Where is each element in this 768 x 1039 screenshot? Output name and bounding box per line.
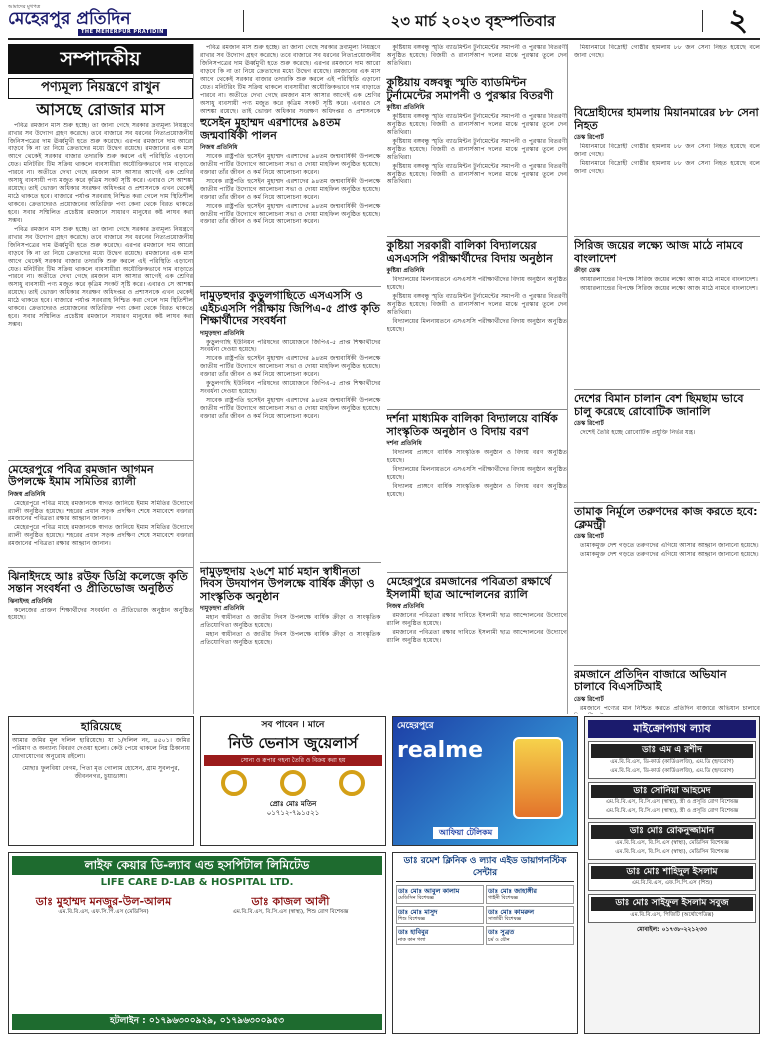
divider bbox=[8, 567, 193, 568]
jewellers-ad[interactable] bbox=[200, 716, 386, 846]
ramadan-rally-body bbox=[387, 612, 568, 645]
imam-rally-body bbox=[8, 500, 193, 564]
badminton-body bbox=[387, 113, 568, 233]
doctor-detail: সার্জারী বিশেষজ্ঞ bbox=[488, 916, 522, 923]
badminton-paragraph: কুষ্টিয়ায় বঙ্গবন্ধু স্মৃতি ব্যাডমিন্টন টুর্নামেন্টের সমাপনী ও পুরস্কার বিতরণী অনুষ্ঠিত হয়েছে। বিজয়ী ও রানার্সআপ দলের মাঝে পুরস্কার তুলে দেন অতিথিরা। bbox=[386, 137, 567, 161]
ramesh-doctor bbox=[396, 926, 484, 945]
jewellers-phone: ০১৭১২-৭৯১৫২১ bbox=[266, 809, 320, 818]
doctor-name: ডাঃ মোঃ জাহাঙ্গীর bbox=[488, 887, 538, 896]
divider bbox=[387, 409, 568, 410]
college-body bbox=[8, 607, 193, 623]
realme-ad[interactable] bbox=[392, 716, 578, 846]
doctor-name: ডাঃ মুহাম্মদ মনজুর-উল-আলম bbox=[35, 895, 172, 909]
lost-notice-title: হারিয়েছে bbox=[12, 720, 190, 735]
doctor-name: ডাঃ এম এ রশীদ bbox=[591, 744, 753, 758]
girls-school-paragraph: বিদ্যালয়ের মিলনায়তনে এসএসসি পরীক্ষার্থীদের বিদায় অনুষ্ঠান অনুষ্ঠিত হয়েছে। bbox=[386, 275, 567, 291]
badminton-paragraph: কুষ্টিয়ায় বঙ্গবন্ধু স্মৃতি ব্যাডমিন্টন টুর্নামেন্টের সমাপনী ও পুরস্কার বিতরণী অনুষ্ঠিত হয়েছে। বিজয়ী ও রানার্সআপ দলের মাঝে পুরস্কার তুলে দেন অতিথিরা। bbox=[386, 162, 567, 186]
lifecare-hospital-ad[interactable] bbox=[8, 852, 386, 1034]
ring-icon bbox=[280, 770, 306, 796]
series-paragraph: আয়ারল্যান্ডের বিপক্ষে সিরিজ জয়ের লক্ষ্যে আজ মাঠে নামবে বাংলাদেশ। bbox=[580, 284, 758, 292]
doctor-card bbox=[588, 894, 756, 923]
ershad-body bbox=[200, 153, 381, 283]
jewellers-name: নিউ ভেনাস জুয়েলার্স bbox=[228, 733, 358, 752]
continuation-paragraph: মিয়ানমারে বিদ্রোহী গোষ্ঠীর হামলায় ৮৮ জন সেনা নিহত হয়েছে বলে জানা গেছে। bbox=[574, 44, 760, 59]
realme-shop-name: আফিয়া টেলিকম bbox=[433, 827, 498, 839]
lifecare-doctor bbox=[12, 895, 195, 916]
series-paragraph: আয়ারল্যান্ডের বিপক্ষে সিরিজ জয়ের লক্ষ্যে আজ মাঠে নামবে বাংলাদেশ। bbox=[580, 275, 758, 283]
damurhuda-exam-paragraph: সাবেক রাষ্ট্রপতি হুসেইন মুহাম্মদ এরশাদের ৯৪তম জন্মবার্ষিকী উপলক্ষে জাতীয় পার্টির উদ্যোগে আলোচনা সভা ও দোয়া মাহফিল অনুষ্ঠিত হয়েছে। বক্তারা তাঁর জীবন ও কর্ম নিয়ে আলোচনা করেন। bbox=[200, 397, 381, 420]
series-body bbox=[574, 276, 760, 386]
girls-school-paragraph: কুষ্টিয়ায় বঙ্গবন্ধু স্মৃতি ব্যাডমিন্টন টুর্নামেন্টের সমাপনী ও পুরস্কার বিতরণী অনুষ্ঠিত হয়েছে। বিজয়ী ও রানার্সআপ দলের মাঝে পুরস্কার তুলে দেন অতিথিরা। bbox=[386, 292, 567, 316]
doctor-detail: এম.বি.বি.এস, বি.সি.এস (স্বাস্থ্য), স্ত্রী ও প্রসূতি রোগ বিশেষজ্ঞ bbox=[605, 799, 739, 806]
doctor-name: ডাঃ মোঃ শাহিদুল ইসলাম bbox=[591, 866, 753, 880]
market-reporter: ডেস্ক রিপোর্ট bbox=[574, 696, 604, 704]
doctor-name: ডাঃ মোঃ মাসুদ bbox=[398, 907, 438, 916]
independence-paragraph: মহান স্বাধীনতা ও জাতীয় দিবস উপলক্ষে বার্ষিক ক্রীড়া ও সাংস্কৃতিক প্রতিযোগিতা অনুষ্ঠিত হয়েছে। bbox=[200, 631, 381, 646]
divider bbox=[8, 460, 193, 461]
advertisement-section bbox=[8, 716, 760, 1034]
editorial-paragraph: পবিত্র রমজান মাস শুরু হচ্ছে। তা জানা গেছে সরকার দ্রব্যমূল্য নিয়ন্ত্রণে রাখার সব উদ্যোগ গ্রহণ করেছে। তবে বাজারে সব ধরনের নিত্যপ্রয়োজনীয় জিনিসপত্রের দাম ঊর্ধ্বমুখী হতে শুরু করেছে। এরপর রমজানে দাম আরো বাড়বে কি না তা নিয়ে ক্রেতাদের মধ্যে উদ্বেগ রয়েছে। রমজানের এক মাস আগে থেকেই সরকার বাজার তদারকি শুরু করলে এই পরিস্থিতি এড়ানো যেত। মনিটরিং টিম সক্রিয় থাকলে ব্যবসায়ীরা অযৌক্তিকভাবে দাম বাড়াতে পারবে না। অতীতে দেখা গেছে রমজান মাস আসার আগেই এক শ্রেণির অসাধু ব্যবসায়ী পণ্য মজুত করে কৃত্রিম সংকট সৃষ্টি করে। এবারও সে আশঙ্কা রয়েছে। তাই ভোক্তা অধিকার সংরক্ষণ অধিদপ্তর ও প্রশাসনকে এখন থেকেই মাঠে থাকতে হবে। বাজারে পর্যাপ্ত সরবরাহ নিশ্চিত করা গেলে দাম স্থিতিশীল থাকবে। ক্রেতাদেরও প্রয়োজনের অতিরিক্ত পণ্য কেনা থেকে বিরত থাকতে হবে। সবার সম্মিলিত প্রচেষ্টায় রমজানে সাধারণ মানুষের কষ্ট লাঘব করা সম্ভব। bbox=[8, 121, 193, 224]
realme-location: মেহেরপুরে bbox=[397, 721, 434, 731]
damurhuda-exam-paragraph: সাবেক রাষ্ট্রপতি হুসেইন মুহাম্মদ এরশাদের ৯৪তম জন্মবার্ষিকী উপলক্ষে জাতীয় পার্টির উদ্যোগে আলোচনা সভা ও দোয়া মাহফিল অনুষ্ঠিত হয়েছে। বক্তারা তাঁর জীবন ও কর্ম নিয়ে আলোচনা করেন। bbox=[200, 355, 381, 379]
series-reporter: ক্রীড়া ডেস্ক bbox=[574, 267, 601, 275]
lifecare-doctor bbox=[199, 895, 382, 916]
series-headline[interactable]: সিরিজ জয়ের লক্ষ্যে আজ মাঠে নামবে বাংলাদেশ bbox=[574, 238, 743, 265]
imam-rally-paragraph: মেহেরপুরে পবিত্র মাহে রমজানকে স্বাগত জানিয়ে ইমাম সমিতির উদ্যোগে র‌্যালী অনুষ্ঠিত হয়েছে। শহরের প্রধান সড়ক প্রদক্ষিণ শেষে সমাবেশে বক্তারা রমজানের পবিত্রতা রক্ষার আহ্বান জানান। bbox=[8, 524, 193, 548]
robots-body bbox=[574, 429, 760, 499]
lost-notice-contact: মোছাঃ ফুলবিয়া বেগম, পিতা মৃত গোলাম হোসেন, গ্রাম সুবলপুর, জীবননগর, চুয়াডাঙ্গা। bbox=[22, 764, 180, 780]
ramesh-doctor bbox=[396, 885, 484, 904]
darshana-reporter: দর্শনা প্রতিনিধি bbox=[386, 440, 422, 448]
doctor-detail: এম.বি.বি.এস, বি.সি.এস (স্বাস্থ্য), মেডিসিন বিশেষজ্ঞ bbox=[615, 848, 729, 855]
lifecare-hotline: হটলাইন : ০১৭৯৬৩০০৯২৯, ০১৭৯৬৩০০৯৫৩ bbox=[12, 1014, 382, 1030]
doctor-name: ডাঃ হাবিবুর bbox=[398, 928, 429, 937]
ramesh-doctor-grid bbox=[396, 885, 574, 945]
badminton-paragraph: কুষ্টিয়ায় বঙ্গবন্ধু স্মৃতি ব্যাডমিন্টন টুর্নামেন্টের সমাপনী ও পুরস্কার বিতরণী অনুষ্ঠিত হয়েছে। বিজয়ী ও রানার্সআপ দলের মাঝে পুরস্কার তুলে দেন অতিথিরা। bbox=[386, 112, 567, 136]
page-number: ২ bbox=[728, 3, 748, 38]
girls-school-paragraph: বিদ্যালয়ের মিলনায়তনে এসএসসি পরীক্ষার্থীদের বিদায় অনুষ্ঠান অনুষ্ঠিত হয়েছে। bbox=[386, 317, 567, 333]
masthead[interactable] bbox=[8, 4, 208, 38]
divider bbox=[574, 502, 760, 503]
editorial-banner: সম্পাদকীয় bbox=[8, 44, 193, 74]
doctor-name: ডাঃ মোঃ কামরুল bbox=[488, 907, 535, 916]
darshana-headline[interactable]: দর্শনা মাধ্যমিক বালিকা বিদ্যালয়ে বার্ষিক সাংস্কৃতিক অনুষ্ঠান ও বিদায় বরণ bbox=[386, 411, 558, 438]
doctor-detail: গাইনী বিশেষজ্ঞ bbox=[488, 895, 519, 902]
tobacco-headline[interactable]: তামাক নির্মূলে তরুণদের কাজ করতে হবে: ক্লেমন্ট্রী bbox=[574, 504, 758, 531]
ramesh-doctor bbox=[486, 885, 574, 904]
realme-logo: realme bbox=[397, 737, 484, 763]
doctor-detail: এম.বি.বি.এস, বি.সি.এস (স্বাস্থ্য), শিশু রোগ বিশেষজ্ঞ bbox=[232, 909, 349, 916]
imam-rally-paragraph: মেহেরপুরে পবিত্র মাহে রমজানকে স্বাগত জানিয়ে ইমাম সমিতির উদ্যোগে র‌্যালী অনুষ্ঠিত হয়েছে। শহরের প্রধান সড়ক প্রদক্ষিণ শেষে সমাবেশে বক্তারা রমজানের পবিত্রতা রক্ষার আহ্বান জানান। bbox=[8, 499, 193, 523]
lifecare-title-en: LIFE CARE D-LAB & HOSPITAL LTD. bbox=[12, 875, 382, 892]
lost-notice-body: আমার জমির মূল দলিল হারিয়েছে। যা ১/দলিল নং, ৪৫০১। জমির পরিমাণ ও অন্যান্য বিবরণ দেওয়া হলো। কেউ পেয়ে থাকলে নিম্ন ঠিকানায় যোগাযোগের অনুরোধ রইলো। bbox=[12, 737, 190, 760]
editorial-continuation bbox=[200, 44, 381, 114]
tobacco-body bbox=[574, 542, 760, 662]
girls-school-headline[interactable]: কুষ্টিয়া সরকারী বালিকা বিদ্যালয়ের এসএসসি পরীক্ষার্থীদের বিদায় অনুষ্ঠান bbox=[386, 238, 553, 265]
editorial-subheadline[interactable]: আসছে রোজার মাস bbox=[36, 100, 165, 120]
doctor-card bbox=[588, 822, 756, 860]
damurhuda-exam-paragraph: কুড়ুলগাছি ইউনিয়ন পরিষদের আয়োজনে জিপিএ-৫ প্রাপ্ত শিক্ষার্থীদের সংবর্ধনা দেওয়া হয়েছে। bbox=[200, 338, 381, 354]
micropath-doctor-list bbox=[588, 741, 756, 923]
doctor-detail: নাক কান গলা bbox=[398, 936, 426, 943]
college-headline[interactable]: ঝিনাইদহে আঃ রউফ ডিগ্রি কলেজে কৃতি সন্তান সংবর্ধনা ও প্রীতিভোজ অনুষ্ঠিত bbox=[8, 569, 188, 596]
robots-headline[interactable]: দেশের বিমান চালান বেশ ছিমছাম ভাবে চালু করেছে রোবোটিক জানালি bbox=[574, 391, 744, 418]
doctor-name: ডাঃ মোঃ সাইফুল ইসলাম সবুজ bbox=[591, 897, 753, 911]
tobacco-paragraph: তামাকমুক্ত দেশ গড়তে তরুণদের এগিয়ে আসার আহ্বান জানানো হয়েছে। bbox=[580, 550, 759, 558]
myanmar-body bbox=[574, 143, 760, 233]
myanmar-paragraph: মিয়ানমারে বিদ্রোহী গোষ্ঠীর হামলায় ৮৮ জন সেনা নিহত হয়েছে বলে জানা গেছে। bbox=[574, 142, 760, 158]
middle-left-subcolumn bbox=[200, 44, 381, 648]
doctor-detail: এম.বি.বি.এস, ডি-কার্ড (কার্ডিওলজি), এম.ডি (হৃদরোগ) bbox=[610, 767, 734, 774]
continuation-paragraph: কুষ্টিয়ায় বঙ্গবন্ধু স্মৃতি ব্যাডমিন্টন টুর্নামেন্টের সমাপনী ও পুরস্কার বিতরণী অনুষ্ঠিত হয়েছে। বিজয়ী ও রানার্সআপ দলের মাঝে পুরস্কার তুলে দেন অতিথিরা। bbox=[386, 44, 567, 67]
darshana-paragraph: বিদ্যালয় প্রাঙ্গণে বার্ষিক সাংস্কৃতিক অনুষ্ঠান ও বিদায় বরণ অনুষ্ঠিত হয়েছে। bbox=[386, 448, 567, 464]
lifecare-title: লাইফ কেয়ার ডি-ল্যাব এন্ড হসপিটাল লিমিটেড bbox=[12, 856, 382, 875]
doctor-detail: এম.বি.বি.এস, এফ.সি.পি.এস (শিশু) bbox=[631, 880, 713, 887]
doctor-detail: শিশু বিশেষজ্ঞ bbox=[398, 916, 426, 923]
left-column bbox=[8, 44, 194, 714]
independence-body bbox=[200, 614, 381, 647]
doctor-detail: এম.বি.বি.এস, বি.সি.এস (স্বাস্থ্য), স্ত্রী ও প্রসূতি রোগ বিশেষজ্ঞ bbox=[605, 808, 739, 815]
imam-rally-headline[interactable]: মেহেরপুরে পবিত্র রমজান আগমন উপলক্ষে ইমাম সমিতির র‌্যালী bbox=[8, 462, 154, 489]
ershad-headline[interactable]: হুসেইন মুহাম্মদ এরশাদের ৯৪তম জন্মবার্ষিকী পালন bbox=[200, 116, 341, 142]
doctor-card bbox=[588, 863, 756, 892]
middle-column bbox=[200, 44, 568, 714]
divider bbox=[574, 665, 760, 666]
ramesh-doctor bbox=[486, 906, 574, 925]
damurhuda-exam-paragraph: কুড়ুলগাছি ইউনিয়ন পরিষদের আয়োজনে জিপিএ-৫ প্রাপ্ত শিক্ষার্থীদের সংবর্ধনা দেওয়া হয়েছে। bbox=[200, 380, 381, 396]
ramadan-rally-reporter: নিজস্ব প্রতিনিধি bbox=[386, 603, 424, 611]
ershad-paragraph: সাবেক রাষ্ট্রপতি হুসেইন মুহাম্মদ এরশাদের ৯৪তম জন্মবার্ষিকী উপলক্ষে জাতীয় পার্টির উদ্যোগে আলোচনা সভা ও দোয়া মাহফিল অনুষ্ঠিত হয়েছে। বক্তারা তাঁর জীবন ও কর্ম নিয়ে আলোচনা করেন। bbox=[200, 152, 381, 176]
jewellers-tagline: সব পাবেন । মানে bbox=[261, 720, 325, 730]
girls-school-reporter: কুষ্টিয়া প্রতিনিধি bbox=[386, 267, 425, 275]
divider bbox=[387, 572, 568, 573]
lifecare-doctors bbox=[12, 895, 382, 916]
darshana-paragraph: বিদ্যালয়ের মিলনায়তনে এসএসসি পরীক্ষার্থীদের বিদায় অনুষ্ঠান অনুষ্ঠিত হয়েছে। bbox=[386, 465, 567, 481]
right-column bbox=[574, 44, 760, 714]
independence-headline[interactable]: দামুড়হুদায় ২৬শে মার্চ মহান স্বাধীনতা দিবস উদযাপন উপলক্ষে বার্ষিক ক্রীড়া ও সাংস্কৃতিক অনুষ্ঠান bbox=[200, 564, 375, 603]
newspaper-title: মেহেরপুর প্রতিদিন bbox=[8, 9, 131, 30]
ramesh-clinic-ad[interactable] bbox=[392, 852, 578, 1034]
editorial-headline[interactable]: পণ্যমূল্য নিয়ন্ত্রণে রাখুন bbox=[8, 78, 193, 99]
ramadan-rally-headline[interactable]: মেহেরপুরে রমজানের পবিত্রতা রক্ষার্থে ইসলামী ছাত্র আন্দোলনের র‌্যালি bbox=[386, 574, 551, 601]
ramesh-doctor bbox=[396, 906, 484, 925]
ramesh-doctor bbox=[486, 926, 574, 945]
dateline: ২৩ মার্চ ২০২৩ বৃহস্পতিবার bbox=[243, 10, 703, 32]
micropath-title: মাইক্রোপ্যাথ ল্যাব bbox=[588, 720, 756, 738]
doctor-name: ডাঃ মোঃ রোকনুজ্জামান bbox=[591, 825, 753, 839]
myanmar-reporter: ডেস্ক রিপোর্ট bbox=[574, 134, 604, 142]
lost-notice-ad[interactable] bbox=[8, 716, 194, 846]
damurhuda-exam-reporter: দামুড়হুদা প্রতিনিধি bbox=[200, 329, 245, 337]
badminton-reporter: কুষ্টিয়া প্রতিনিধি bbox=[386, 104, 425, 112]
myanmar-paragraph: মিয়ানমারে বিদ্রোহী গোষ্ঠীর হামলায় ৮৮ জন সেনা নিহত হয়েছে বলে জানা গেছে। bbox=[574, 159, 760, 175]
divider bbox=[200, 286, 381, 287]
market-body bbox=[574, 705, 760, 714]
phone-image bbox=[513, 737, 563, 819]
masthead-tagline: আমাদের মুখপত্র bbox=[8, 4, 41, 10]
micropath-phone: মোবাইল: ০১৭৩৮-২২১২৩৩ bbox=[636, 925, 708, 933]
doctor-detail: চর্ম ও যৌন bbox=[488, 936, 510, 943]
damurhuda-exam-headline[interactable]: দামুড়হুদার কুড়ুলগাছিতে এসএসসি ও এইচএসসি পরীক্ষায় জিপিএ-৫ প্রাপ্ত কৃতি শিক্ষার্থীদের সংবর্ধনা bbox=[200, 288, 380, 328]
divider bbox=[387, 236, 568, 237]
independence-reporter: দামুড়হুদা প্রতিনিধি bbox=[200, 605, 245, 613]
imam-rally-reporter: নিজস্ব প্রতিনিধি bbox=[8, 490, 46, 498]
market-paragraph: রমজানে পণ্যের মান নিশ্চিত করতে প্রতিদিন বাজারে অভিযান চালাবে bbox=[580, 704, 760, 712]
doctor-name: ডাঃ কাজল আলী bbox=[251, 895, 330, 909]
page-header bbox=[8, 4, 760, 40]
editorial-paragraph: পবিত্র রমজান মাস শুরু হচ্ছে। তা জানা গেছে সরকার দ্রব্যমূল্য নিয়ন্ত্রণে রাখার সব উদ্যোগ গ্রহণ করেছে। তবে বাজারে সব ধরনের নিত্যপ্রয়োজনীয় জিনিসপত্রের দাম ঊর্ধ্বমুখী হতে শুরু করেছে। এরপর রমজানে দাম আরো বাড়বে কি না তা নিয়ে ক্রেতাদের মধ্যে উদ্বেগ রয়েছে। রমজানের এক মাস আগে থেকেই সরকার বাজার তদারকি শুরু করলে এই পরিস্থিতি এড়ানো যেত। মনিটরিং টিম সক্রিয় থাকলে ব্যবসায়ীরা অযৌক্তিকভাবে দাম বাড়াতে পারবে না। অতীতে দেখা গেছে রমজান মাস আসার আগেই এক শ্রেণির অসাধু ব্যবসায়ী পণ্য মজুত করে কৃত্রিম সংকট সৃষ্টি করে। এবারও সে আশঙ্কা রয়েছে। তাই ভোক্তা অধিকার সংরক্ষণ অধিদপ্তর ও প্রশাসনকে bbox=[200, 44, 381, 114]
college-reporter: ঝিনাইদহ প্রতিনিধি bbox=[8, 597, 53, 605]
jewellers-owner: প্রোঃ মোঃ মতিন bbox=[269, 800, 317, 809]
micropath-lab-ad[interactable] bbox=[584, 716, 760, 1034]
editorial-paragraph: পবিত্র রমজান মাস শুরু হচ্ছে। তা জানা গেছে সরকার দ্রব্যমূল্য নিয়ন্ত্রণে রাখার সব উদ্যোগ গ্রহণ করেছে। তবে বাজারে সব ধরনের নিত্যপ্রয়োজনীয় জিনিসপত্রের দাম ঊর্ধ্বমুখী হতে শুরু করেছে। এরপর রমজানে দাম আরো বাড়বে কি না তা নিয়ে ক্রেতাদের মধ্যে উদ্বেগ রয়েছে। রমজানের এক মাস আগে থেকেই সরকার বাজার তদারকি শুরু করলে এই পরিস্থিতি এড়ানো যেত। মনিটরিং টিম সক্রিয় থাকলে ব্যবসায়ীরা অযৌক্তিকভাবে দাম বাড়াতে পারবে না। অতীতে দেখা গেছে রমজান মাস আসার আগেই এক শ্রেণির অসাধু ব্যবসায়ী পণ্য মজুত করে কৃত্রিম সংকট সৃষ্টি করে। এবারও সে আশঙ্কা রয়েছে। তাই ভোক্তা অধিকার সংরক্ষণ অধিদপ্তর ও প্রশাসনকে এখন থেকেই মাঠে থাকতে হবে। বাজারে পর্যাপ্ত সরবরাহ নিশ্চিত করা গেলে দাম স্থিতিশীল থাকবে। ক্রেতাদেরও প্রয়োজনের অতিরিক্ত পণ্য কেনা থেকে বিরত থাকতে হবে। সবার সম্মিলিত প্রচেষ্টায় রমজানে সাধারণ মানুষের কষ্ট লাঘব করা সম্ভব। bbox=[8, 225, 193, 329]
robots-reporter: ডেস্ক রিপোর্ট bbox=[574, 420, 604, 428]
damurhuda-exam-body bbox=[200, 339, 381, 559]
editorial-body bbox=[8, 122, 193, 457]
tobacco-reporter: ডেস্ক রিপোর্ট bbox=[574, 533, 604, 541]
ramadan-rally-paragraph: রমজানের পবিত্রতা রক্ষার দাবিতে ইসলামী ছাত্র আন্দোলনের উদ্যোগে র‌্যালি অনুষ্ঠিত হয়েছে। bbox=[386, 611, 567, 627]
jewellers-strip: সোনা ও রূপার গহনা তৈরি ও বিক্রয় করা হয় bbox=[204, 755, 382, 767]
darshana-body bbox=[387, 449, 568, 569]
market-headline[interactable]: রমজানে প্রতিদিন বাজারে অভিযান চালাবে বিএসটিআই bbox=[574, 667, 727, 694]
darshana-paragraph: বিদ্যালয় প্রাঙ্গণে বার্ষিক সাংস্কৃতিক অনুষ্ঠান ও বিদায় বরণ অনুষ্ঠিত হয়েছে। bbox=[386, 482, 567, 498]
ramadan-rally-paragraph: রমজানের পবিত্রতা রক্ষার দাবিতে ইসলামী ছাত্র আন্দোলনের উদ্যোগে র‌্যালি অনুষ্ঠিত হয়েছে। bbox=[386, 628, 567, 644]
doctor-name: ডাঃ সুব্রত bbox=[488, 928, 515, 937]
doctor-detail: মেডিসিন বিশেষজ্ঞ bbox=[398, 895, 434, 902]
middle-grid bbox=[200, 44, 567, 648]
continuation-text bbox=[387, 44, 568, 74]
divider bbox=[574, 236, 760, 237]
ring-icon bbox=[221, 770, 247, 796]
doctor-name: ডাঃ মোঃ আবুল কালাম bbox=[398, 887, 460, 896]
continuation-text bbox=[574, 44, 760, 104]
college-paragraph: কলেজের প্রাক্তন শিক্ষার্থীদের সংবর্ধনা ও প্রীতিভোজ অনুষ্ঠান অনুষ্ঠিত হয়েছে। bbox=[8, 606, 193, 622]
doctor-name: ডাঃ সোনিয়া আহমেদ bbox=[591, 785, 753, 799]
divider bbox=[574, 389, 760, 390]
doctor-detail: এম.বি.বি.এস, ডি-কার্ড (কার্ডিওলজি), এম.ডি (হৃদরোগ) bbox=[610, 758, 734, 765]
myanmar-headline[interactable]: বিদ্রোহীদের হামলায় মিয়ানমারের ৮৮ সেনা নিহত bbox=[574, 106, 759, 132]
ring-icon bbox=[339, 770, 365, 796]
ershad-paragraph: সাবেক রাষ্ট্রপতি হুসেইন মুহাম্মদ এরশাদের ৯৪তম জন্মবার্ষিকী উপলক্ষে জাতীয় পার্টির উদ্যোগে আলোচনা সভা ও দোয়া মাহফিল অনুষ্ঠিত হয়েছে। বক্তারা তাঁর জীবন ও কর্ম নিয়ে আলোচনা করেন। bbox=[200, 177, 381, 201]
robots-paragraph: দেশেই তৈরি হচ্ছে রোবোটিক প্রযুক্তি নির্ভর যন্ত্র। bbox=[580, 428, 696, 436]
girls-school-body bbox=[387, 276, 568, 406]
jewellery-images bbox=[204, 770, 382, 796]
divider bbox=[200, 562, 381, 563]
doctor-card bbox=[588, 782, 756, 820]
doctor-card bbox=[588, 741, 756, 779]
ershad-reporter: নিজস্ব প্রতিনিধি bbox=[200, 144, 238, 152]
ershad-paragraph: সাবেক রাষ্ট্রপতি হুসেইন মুহাম্মদ এরশাদের ৯৪তম জন্মবার্ষিকী উপলক্ষে জাতীয় পার্টির উদ্যোগে আলোচনা সভা ও দোয়া মাহফিল অনুষ্ঠিত হয়েছে। বক্তারা তাঁর জীবন ও কর্ম নিয়ে আলোচনা করেন। bbox=[200, 202, 381, 226]
doctor-detail: এম.বি.বি.এস, এফ.সি.পি.এস (মেডিসিন) bbox=[58, 909, 149, 916]
badminton-headline[interactable]: কুষ্টিয়ায় বঙ্গবন্ধু স্মৃতি ব্যাডমিন্টন টুর্নামেন্টের সমাপনী ও পুরস্কার বিতরণী bbox=[386, 76, 554, 102]
independence-paragraph: মহান স্বাধীনতা ও জাতীয় দিবস উপলক্ষে বার্ষিক ক্রীড়া ও সাংস্কৃতিক প্রতিযোগিতা অনুষ্ঠিত হয়েছে। bbox=[200, 614, 381, 630]
newspaper-subtitle: THE MEHERPUR PRATIDIN bbox=[78, 29, 167, 35]
tobacco-paragraph: তামাকমুক্ত দেশ গড়তে তরুণদের এগিয়ে আসার আহ্বান জানানো হয়েছে। bbox=[580, 541, 759, 549]
ramesh-title: ডাঃ রমেশ ক্লিনিক ও ল্যাব এইড ডায়াগনস্টিক সেন্টার bbox=[396, 856, 574, 882]
doctor-detail: এম.বি.বি.এস, বি.সি.এস (স্বাস্থ্য), মেডিসিন বিশেষজ্ঞ bbox=[615, 839, 729, 846]
middle-right-subcolumn bbox=[387, 44, 568, 648]
doctor-detail: এম.বি.বি.এস, পিজিটি (অর্থোপেডিক্স) bbox=[630, 911, 714, 918]
